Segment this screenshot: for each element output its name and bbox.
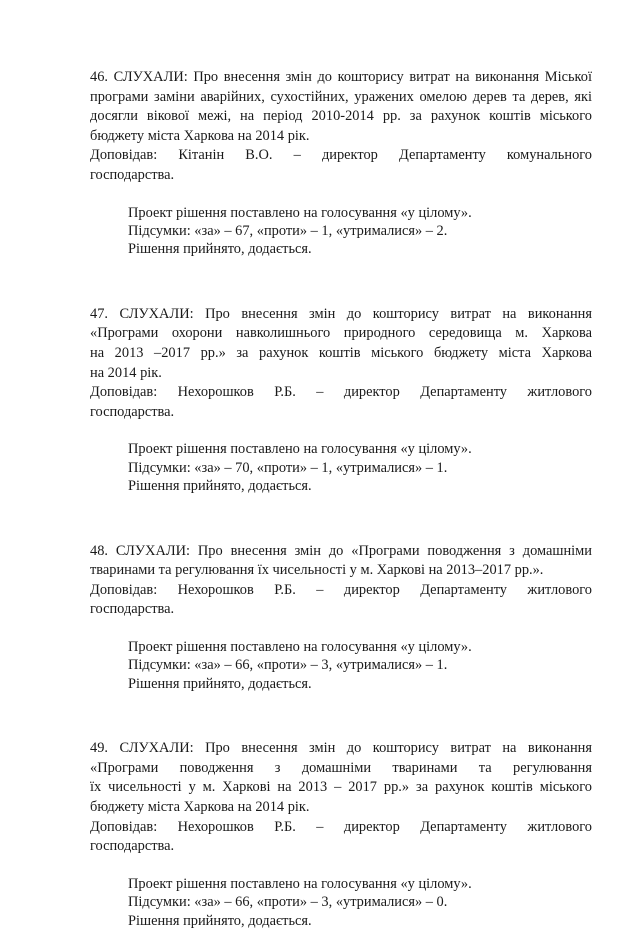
vote-proposal: Проект рішення поставлено на голосування «у цілому». (128, 204, 472, 221)
heard-line: бюджету міста Харкова на 2014 рік. (90, 127, 310, 144)
speaker-paragraph (90, 383, 592, 422)
heard-line: на 2013 –2017 рр.» за рахунок коштів міського бюджету міста Харкова (90, 344, 592, 361)
speaker-line: господарства. (90, 403, 175, 420)
vote-decision: Рішення прийнято, додається. (128, 912, 312, 929)
heard-paragraph (90, 68, 592, 146)
heard-line: 48. СЛУХАЛИ: Про внесення змін до «Програми поводження з домашніми (90, 542, 592, 559)
vote-decision: Рішення прийнято, додається. (128, 241, 312, 258)
speaker-paragraph (90, 818, 592, 857)
speaker-line: Доповідав: Нехорошков Р.Б. – директор Департаменту житлового (90, 581, 592, 598)
vote-decision: Рішення прийнято, додається. (128, 675, 312, 692)
vote-result (128, 638, 592, 693)
heard-paragraph (90, 305, 592, 383)
vote-proposal: Проект рішення поставлено на голосування «у цілому». (128, 638, 472, 655)
vote-decision: Рішення прийнято, додається. (128, 478, 312, 495)
vote-result (128, 440, 592, 495)
heard-line: програми заміни аварійних, сухостійних, уражених омелою дерев та дерев, які (90, 88, 592, 105)
heard-line: 46. СЛУХАЛИ: Про внесення змін до кошторису витрат на виконання Міської (90, 69, 592, 85)
vote-totals: Підсумки: «за» – 66, «проти» – 3, «утрималися» – 1. (128, 657, 448, 674)
vote-result (128, 875, 592, 930)
document-page (90, 68, 592, 930)
speaker-paragraph (90, 146, 592, 185)
speaker-line: господарства. (90, 166, 175, 183)
speaker-line: Доповідав: Нехорошков Р.Б. – директор Департаменту житлового (90, 384, 592, 401)
speaker-paragraph (90, 581, 592, 620)
speaker-line: господарства. (90, 601, 175, 618)
speaker-line: господарства. (90, 838, 175, 855)
heard-line: досягли вікової межі, на період 2010-2014 рр. за рахунок коштів міського (90, 108, 592, 125)
speaker-line: Доповідав: Нехорошков Р.Б. – директор Департаменту житлового (90, 818, 592, 835)
heard-line: «Програми охорони навколишнього природного середовища м. Харкова (90, 325, 592, 342)
agenda-item-49 (90, 739, 592, 930)
heard-line: бюджету міста Харкова на 2014 рік. (90, 798, 310, 815)
speaker-line: Доповідав: Кітанін В.О. – директор Департаменту комунального (90, 147, 592, 164)
heard-line: 47. СЛУХАЛИ: Про внесення змін до кошторису витрат на виконання (90, 305, 592, 322)
heard-line: на 2014 рік. (90, 364, 162, 381)
agenda-item-48 (90, 542, 592, 694)
heard-paragraph (90, 739, 592, 817)
agenda-item-47 (90, 305, 592, 496)
heard-line: «Програми поводження з домашніми тваринами та регулювання (90, 759, 592, 776)
vote-totals: Підсумки: «за» – 66, «проти» – 3, «утрималися» – 0. (128, 894, 448, 911)
vote-proposal: Проект рішення поставлено на голосування «у цілому». (128, 875, 472, 892)
agenda-item-46 (90, 68, 592, 259)
vote-result (128, 204, 592, 259)
heard-line: 49. СЛУХАЛИ: Про внесення змін до кошторису витрат на виконання (90, 740, 592, 757)
vote-totals: Підсумки: «за» – 70, «проти» – 1, «утрималися» – 1. (128, 459, 448, 476)
heard-paragraph (90, 542, 592, 581)
heard-line: їх чисельності у м. Харкові на 2013 – 2017 рр.» за рахунок коштів міського (90, 779, 592, 796)
vote-totals: Підсумки: «за» – 67, «проти» – 1, «утрималися» – 2. (128, 222, 448, 239)
vote-proposal: Проект рішення поставлено на голосування «у цілому». (128, 441, 472, 458)
heard-line: тваринами та регулювання їх чисельності у м. Харкові на 2013–2017 рр.». (90, 562, 544, 579)
